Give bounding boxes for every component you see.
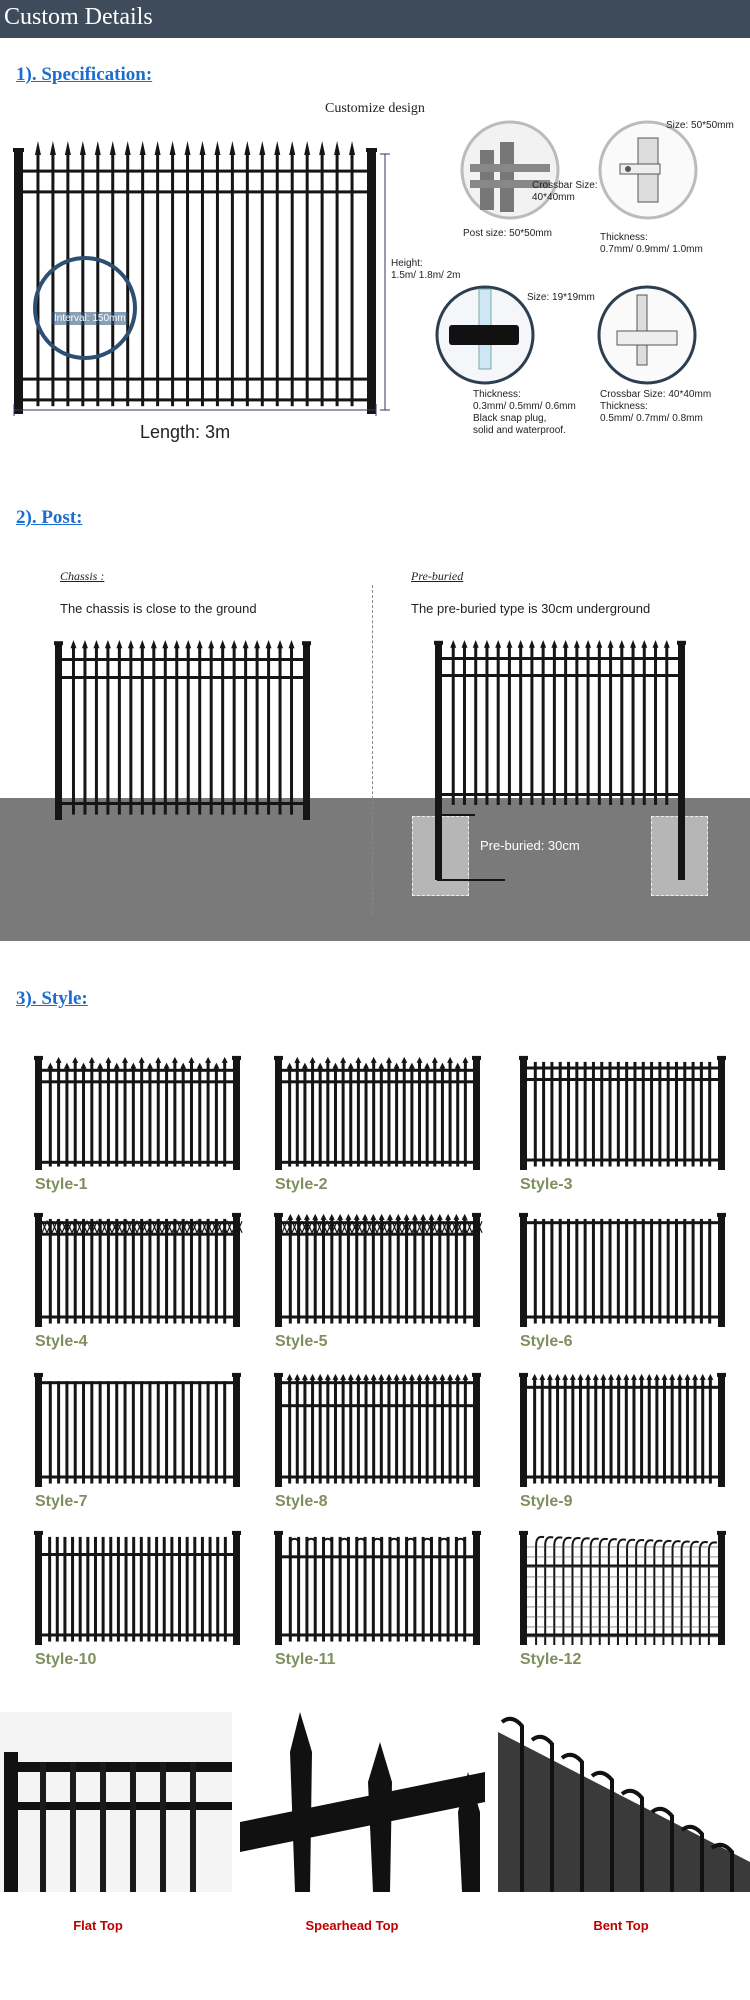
crossbar-detail-circle — [597, 285, 697, 385]
style-2-label: Style-2 — [275, 1176, 328, 1193]
style-3-label: Style-3 — [520, 1176, 573, 1193]
picket-thickness-values: 0.3mm/ 0.5mm/ 0.6mm — [473, 401, 576, 412]
spearhead-top-label: Spearhead Top — [305, 1918, 399, 1933]
chassis-title: Chassis : — [60, 569, 105, 583]
style-1-label: Style-1 — [35, 1176, 88, 1193]
style-8-fence — [275, 1372, 480, 1487]
style-6-label: Style-6 — [520, 1333, 573, 1350]
style-5-fence — [275, 1212, 480, 1327]
post-cap-detail-circle — [598, 120, 698, 220]
style-7-label: Style-7 — [35, 1493, 88, 1510]
height-values: 1.5m/ 1.8m/ 2m — [391, 270, 461, 281]
style-7-fence — [35, 1372, 240, 1487]
chassis-description: The chassis is close to the ground — [60, 601, 257, 616]
picket-detail-circle — [435, 285, 535, 385]
chassis-fence — [55, 640, 315, 820]
section-specification-heading: 1). Specification: — [16, 64, 153, 85]
preburied-depth-label: Pre-buried: 30cm — [480, 838, 580, 853]
picket-thickness-label: Thickness: — [473, 389, 521, 400]
flat-top-photo — [0, 1712, 232, 1892]
style-11-label: Style-11 — [275, 1651, 336, 1668]
post-section-divider — [372, 585, 373, 915]
style-4-fence — [35, 1212, 240, 1327]
height-label: Height: — [391, 258, 423, 269]
style-11-fence — [275, 1530, 480, 1645]
style-2-fence — [275, 1055, 480, 1170]
style-8-label: Style-8 — [275, 1493, 328, 1510]
waterproof-note: solid and waterproof. — [473, 425, 566, 436]
crossbar2-thickness-label: Thickness: — [600, 401, 648, 412]
post-thickness-values: 0.7mm/ 0.9mm/ 1.0mm — [600, 244, 703, 255]
preburied-description: The pre-buried type is 30cm underground — [411, 601, 651, 616]
picket-size-label: Size: 19*19mm — [527, 292, 595, 303]
style-9-label: Style-9 — [520, 1493, 573, 1510]
bent-top-photo — [498, 1712, 750, 1892]
interval-label: Interval: 150mm — [54, 313, 126, 324]
flat-top-label: Flat Top — [73, 1918, 123, 1933]
customize-design-title: Customize design — [325, 101, 425, 116]
post-thickness-label: Thickness: — [600, 232, 648, 243]
style-6-fence — [520, 1212, 725, 1327]
length-label: Length: 3m — [140, 422, 231, 442]
crossbar-size-value: 40*40mm — [532, 192, 575, 203]
spec-fence-diagram — [0, 140, 390, 440]
page-title: Custom Details — [4, 4, 153, 30]
post-size-label: Post size: 50*50mm — [463, 228, 552, 239]
style-12-label: Style-12 — [520, 1651, 582, 1668]
section-style-heading: 3). Style: — [16, 988, 88, 1009]
style-5-label: Style-5 — [275, 1333, 328, 1350]
bent-top-label: Bent Top — [593, 1918, 649, 1933]
style-10-fence — [35, 1530, 240, 1645]
style-1-fence — [35, 1055, 240, 1170]
style-12-fence — [520, 1530, 725, 1645]
style-10-label: Style-10 — [35, 1651, 97, 1668]
snap-plug-note: Black snap plug, — [473, 413, 547, 424]
style-9-fence — [520, 1372, 725, 1487]
crossbar2-thickness-values: 0.5mm/ 0.7mm/ 0.8mm — [600, 413, 703, 424]
style-3-fence — [520, 1055, 725, 1170]
crossbar-size-label: Crossbar Size: — [532, 180, 598, 191]
style-4-label: Style-4 — [35, 1333, 88, 1350]
crossbar2-size-label: Crossbar Size: 40*40mm — [600, 389, 712, 400]
spearhead-top-photo — [240, 1712, 485, 1892]
post-detail-circle — [460, 120, 560, 220]
post-cap-size-label: Size: 50*50mm — [666, 120, 734, 131]
preburied-title: Pre-buried — [411, 569, 464, 583]
section-post-heading: 2). Post: — [16, 507, 83, 528]
